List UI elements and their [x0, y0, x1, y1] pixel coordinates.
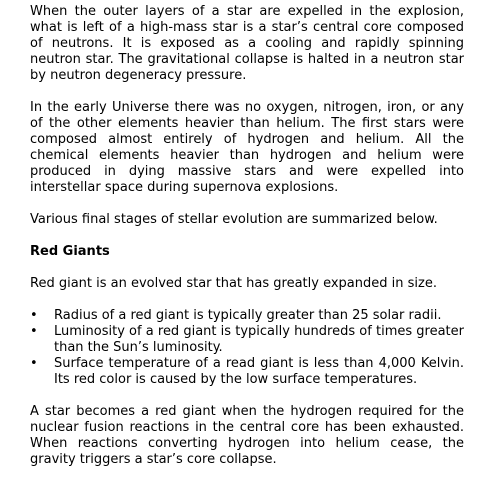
paragraph-red-giant-definition: Red giant is an evolved star that has greatly expanded in size.	[30, 276, 437, 291]
list-item	[30, 324, 464, 356]
paragraph-gap	[30, 228, 464, 244]
document-page	[30, 4, 464, 468]
paragraph-red-giant-formation: A star becomes a red giant when the hydrogen required for the nuclear fusion reactions in the central core has been exhausted. When reactions converting hydrogen into helium cease, the gravity triggers a star’s core collapse.	[30, 404, 464, 467]
section-heading-red-giants: Red Giants	[30, 244, 110, 259]
paragraph-gap	[30, 84, 464, 100]
bullet-marker: •	[30, 308, 38, 323]
paragraph-gap	[30, 260, 464, 276]
paragraph-neutron-star: When the outer layers of a star are expelled in the explosion, what is left of a high-mass star is a star’s central core composed of neutrons. It is exposed as a cooling and rapidly spinning neutron star. The gravitational collapse is halted in a neutron star by neutron degeneracy pressure.	[30, 4, 464, 83]
paragraph-gap	[30, 196, 464, 212]
list-item-text: Luminosity of a red giant is typically hundreds of times greater than the Sun’s luminosity.	[54, 324, 464, 355]
paragraph-summary-intro: Various final stages of stellar evolution are summarized below.	[30, 212, 438, 227]
paragraph-early-universe: In the early Universe there was no oxygen, nitrogen, iron, or any of the other elements heavier than helium. The first stars were composed almost entirely of hydrogen and helium. All the chemical elements heavier than hydrogen and helium were produced in dying massive stars and were expelled into interstellar space during supernova explosions.	[30, 100, 464, 195]
list-item	[30, 356, 464, 388]
list-item	[30, 308, 464, 324]
list-item-text: Radius of a red giant is typically greater than 25 solar radii.	[54, 308, 442, 323]
bullet-marker: •	[30, 324, 38, 339]
bullet-list	[30, 308, 464, 388]
bullet-marker: •	[30, 356, 38, 371]
list-item-text: Surface temperature of a read giant is less than 4,000 Kelvin. Its red color is caused by the low surface temperatures.	[54, 356, 464, 387]
paragraph-gap	[30, 292, 464, 308]
paragraph-gap	[30, 388, 464, 404]
